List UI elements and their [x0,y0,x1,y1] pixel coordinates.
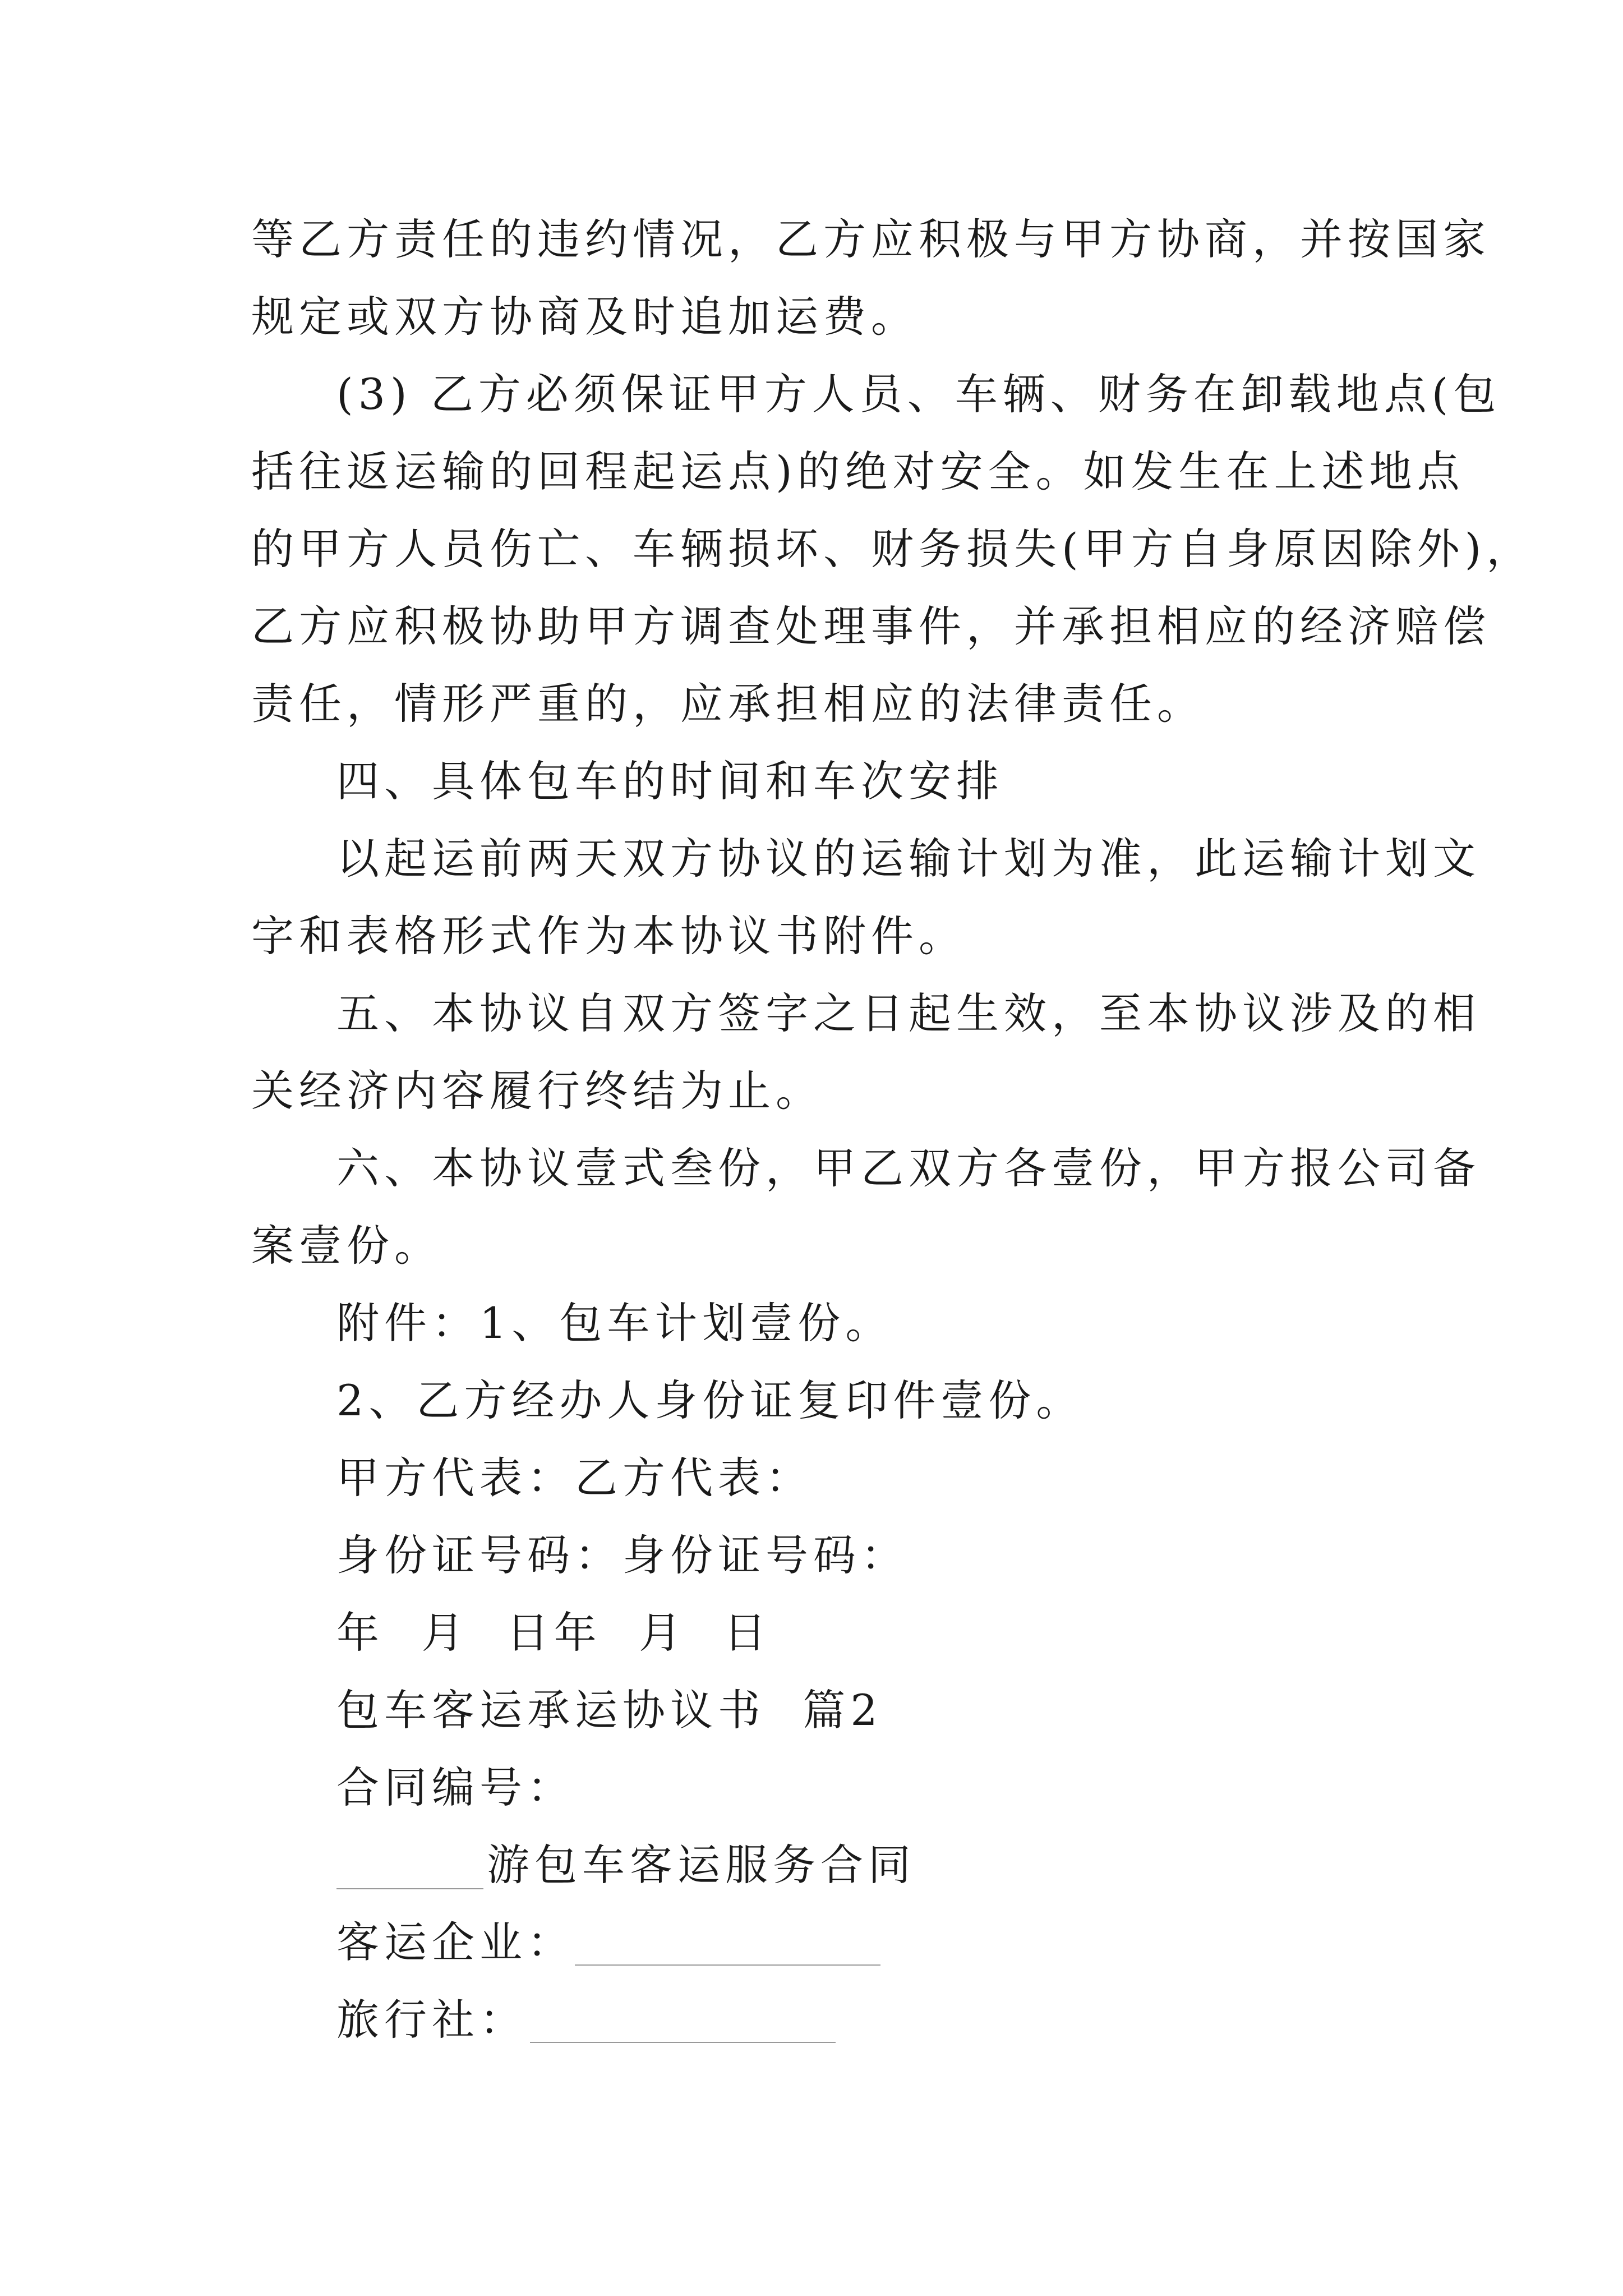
bus-company-label: 客运企业： [336,1917,575,1967]
travel-agency-label: 旅行社： [336,1995,527,2045]
paragraph-line: 责任，情形严重的，应承担相应的法律责任。 [251,679,1205,729]
signature-dates: 年 月 日年 月 日 [336,1608,772,1658]
paragraph-line: 案壹份。 [251,1221,442,1271]
document-title: 包车客运承运协议书 篇2 [336,1685,883,1735]
blank-fill-line [336,1888,483,1889]
paragraph-line: 五、本协议自双方签字之日起生效，至本协议涉及的相 [336,988,1481,1038]
paragraph-line: 以起运前两天双方协议的运输计划为准，此运输计划文 [336,834,1481,884]
section-heading: 四、具体包车的时间和车次安排 [336,756,1004,806]
paragraph-line: 等乙方责任的违约情况，乙方应积极与甲方协商，并按国家 [251,214,1491,264]
signature-representatives: 甲方代表：乙方代表： [336,1453,813,1503]
paragraph-line: 括往返运输的回程起运点)的绝对安全。如发生在上述地点 [251,447,1465,496]
paragraph-line: 的甲方人员伤亡、车辆损坏、财务损失(甲方自身原因除外)， [251,524,1534,574]
blank-fill-line [530,2042,836,2043]
paragraph-line: 字和表格形式作为本协议书附件。 [251,911,966,961]
paragraph-line: 六、本协议壹式叁份，甲乙双方各壹份，甲方报公司备 [336,1143,1481,1193]
attachment-line: 附件：1、包车计划壹份。 [336,1298,893,1348]
paragraph-line: (3) 乙方必须保证甲方人员、车辆、财务在卸载地点(包 [336,369,1501,419]
paragraph-line: 关经济内容履行终结为止。 [251,1066,823,1116]
paragraph-line: 乙方应积极协助甲方调查处理事件，并承担相应的经济赔偿 [251,601,1491,651]
signature-id-numbers: 身份证号码：身份证号码： [336,1530,909,1580]
blank-fill-line [575,1964,880,1966]
contract-number-label: 合同编号： [336,1763,575,1812]
attachment-line: 2、乙方经办人身份证复印件壹份。 [336,1375,1084,1425]
paragraph-line: 规定或双方协商及时追加运费。 [251,292,919,342]
contract-name: 游包车客运服务合同 [487,1840,916,1890]
